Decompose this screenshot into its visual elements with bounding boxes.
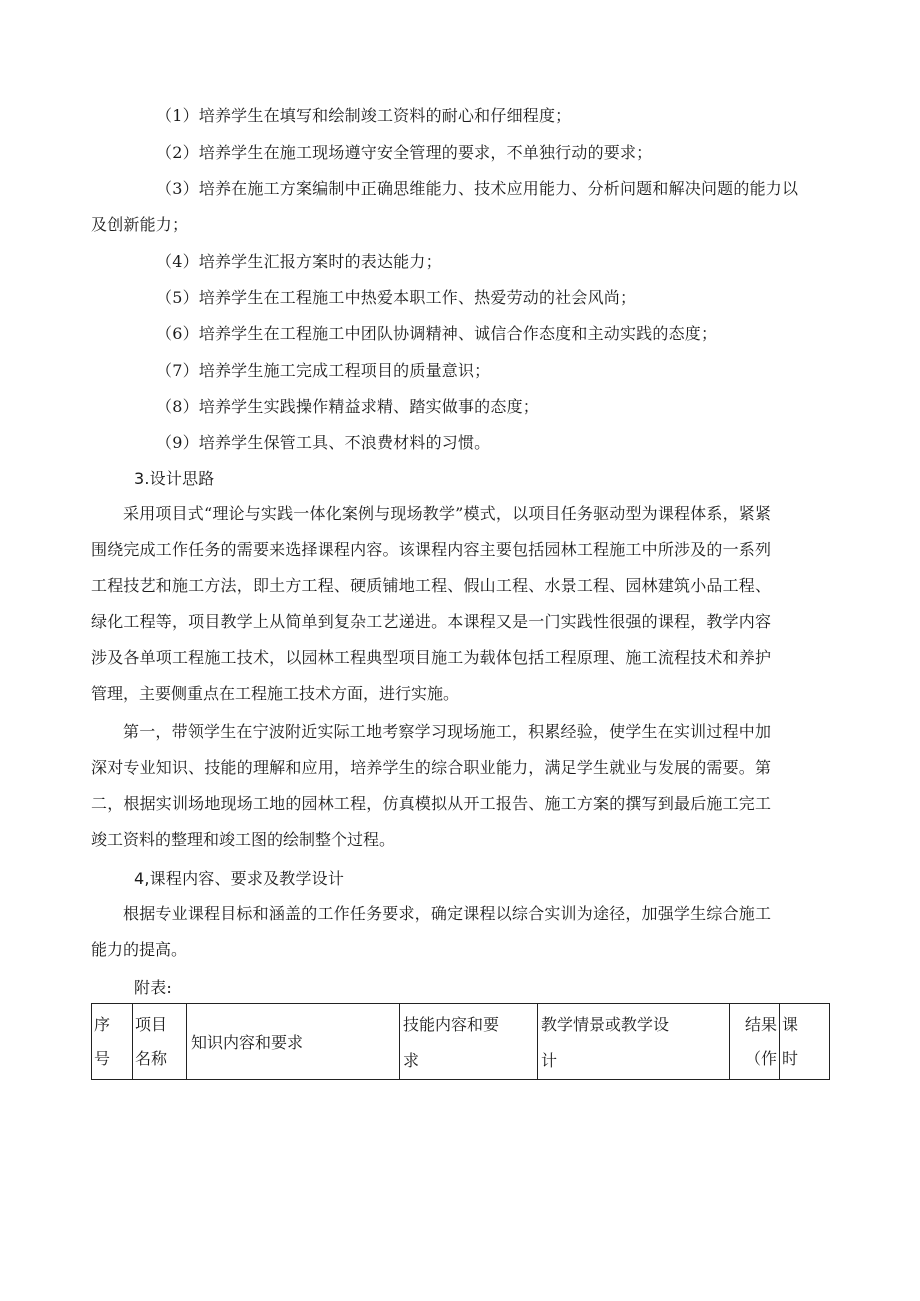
header-result-line2: （作: [744, 1049, 777, 1068]
header-teaching-design-line2: 计: [541, 1051, 558, 1070]
header-knowledge: [187, 1004, 400, 1080]
header-seq-line2: 号: [94, 1049, 111, 1068]
objective-5: （5）培养学生在工程施工中热爱本职工作、热爱劳动的社会风尚；: [156, 288, 637, 307]
header-result: [730, 1004, 780, 1080]
section-4-heading: 4,课程内容、要求及教学设计: [134, 869, 345, 888]
section-3-paragraph-2: 第一，带领学生在宁波附近实际工地考察学习现场施工，积累经验，使学生在实训过程中加深对专业知识、技能的理解和应用，培养学生的综合职业能力，满足学生就业与发展的需要。第二，根据实训场地现场工地的园林工程，仿真模拟从开工报告、施工方案的撰写到最后施工完工竣工资料的整理和竣工图的绘制整个过程。: [91, 722, 771, 849]
objective-8: （8）培养学生实践操作精益求精、踏实做事的态度；: [156, 397, 539, 416]
header-hours-line1: 课: [782, 1015, 799, 1034]
header-seq: [92, 1004, 133, 1080]
header-knowledge-label: 知识内容和要求: [191, 1033, 304, 1052]
objective-4: （4）培养学生汇报方案时的表达能力；: [156, 252, 442, 271]
appendix-table: [91, 1003, 830, 1080]
objective-3-cont: 及创新能力；: [91, 215, 189, 234]
objective-2: （2）培养学生在施工现场遵守安全管理的要求，不单独行动的要求；: [156, 143, 653, 162]
objective-1: （1）培养学生在填写和绘制竣工资料的耐心和仔细程度；: [156, 106, 572, 125]
objective-9: （9）培养学生保管工具、不浪费材料的习惯。: [156, 433, 491, 452]
header-result-line1: 结果: [744, 1015, 777, 1034]
header-skill: [400, 1004, 538, 1080]
appendix-label: 附表:: [134, 978, 172, 997]
header-skill-line1: 技能内容和要: [403, 1015, 500, 1034]
header-project-name-line1: 项目: [135, 1015, 168, 1034]
header-teaching-design: [538, 1004, 730, 1080]
objective-6: （6）培养学生在工程施工中团队协调精神、诚信合作态度和主动实践的态度；: [156, 324, 718, 343]
table-header-row: [92, 1004, 830, 1080]
header-teaching-design-line1: 教学情景或教学设: [541, 1015, 670, 1034]
header-project-name: [133, 1004, 187, 1080]
header-hours-line2: 时: [782, 1049, 799, 1068]
section-4-paragraph-1: 根据专业课程目标和涵盖的工作任务要求，确定课程以综合实训为途径，加强学生综合施工能力的提高。: [91, 904, 771, 959]
header-hours: [780, 1004, 830, 1080]
section-3-paragraph-1: 采用项目式“理论与实践一体化案例与现场教学”模式，以项目任务驱动型为课程体系，紧紧围绕完成工作任务的需要来选择课程内容。该课程内容主要包括园林工程施工中所涉及的一系列工程技艺和施工方法，即土方工程、硬质铺地工程、假山工程、水景工程、园林建筑小品工程、绿化工程等，项目教学上从简单到复杂工艺递进。本课程又是一门实践性很强的课程，教学内容涉及各单项工程施工技术，以园林工程典型项目施工为载体包括工程原理、施工流程技术和养护管理，主要侧重点在工程施工技术方面，进行实施。: [91, 504, 771, 703]
section-3-heading: 3.设计思路: [134, 469, 215, 488]
header-seq-line1: 序: [94, 1015, 111, 1034]
header-project-name-line2: 名称: [135, 1049, 168, 1068]
objective-7: （7）培养学生施工完成工程项目的质量意识；: [156, 361, 491, 380]
header-skill-line2: 求: [403, 1051, 420, 1070]
objective-3: （3）培养在施工方案编制中正确思维能力、技术应用能力、分析问题和解决问题的能力以: [156, 179, 799, 198]
